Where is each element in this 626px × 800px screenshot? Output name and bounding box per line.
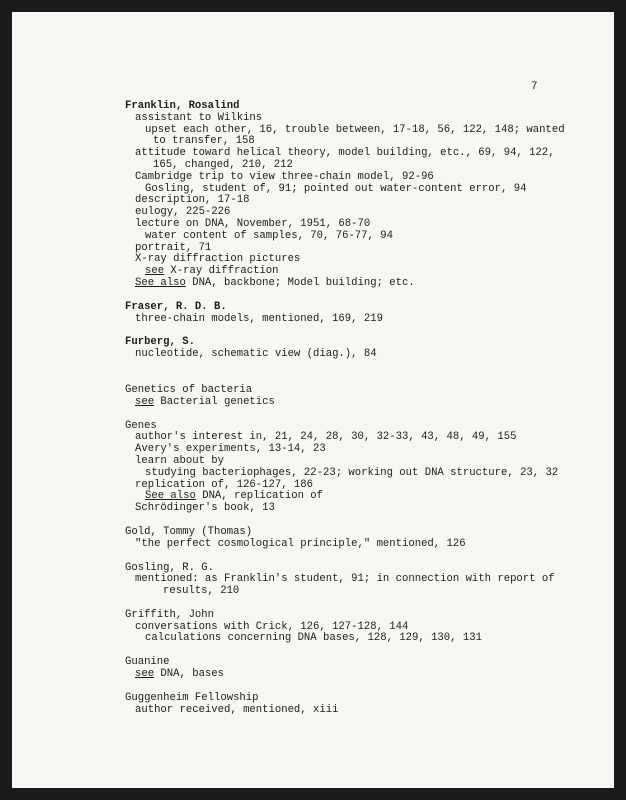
see-also-label: See also <box>145 490 196 503</box>
index-subentry: description, 17-18 <box>135 194 250 207</box>
see-also-label: See also <box>135 276 186 289</box>
index-subentry: calculations concerning DNA bases, 128, 129, 130, 131 <box>145 632 482 645</box>
cross-reference-target: X-ray diffraction <box>164 265 279 278</box>
index-subentry: Schrödinger's book, 13 <box>135 502 275 515</box>
see-label: see <box>145 265 165 278</box>
index-subentry: studying bacteriophages, 22-23; working out DNA structure, 23, 32 <box>145 466 559 479</box>
index-heading-franklin: Franklin, Rosalind <box>125 100 240 112</box>
index-subentry: water content of samples, 70, 76-77, 94 <box>145 229 393 242</box>
index-subentry: eulogy, 225-226 <box>135 206 231 219</box>
index-heading-guggenheim: Guggenheim Fellowship <box>125 691 259 704</box>
cross-reference-target: Bacterial genetics <box>154 395 275 408</box>
typed-index-page <box>12 12 614 788</box>
index-heading-griffith: Griffith, John <box>125 608 215 621</box>
see-label: see <box>135 395 155 408</box>
index-subentry: upset each other, 16, trouble between, 17-18, 56, 122, 148; wanted <box>145 123 565 136</box>
cross-reference-target: DNA, backbone; Model building; etc. <box>185 276 415 289</box>
index-heading-genes: Genes <box>125 419 157 432</box>
index-heading-guanine: Guanine <box>125 656 170 669</box>
cross-reference-target: DNA, replication of <box>195 490 324 503</box>
index-subentry: learn about by <box>135 454 225 467</box>
index-subentry: mentioned: as Franklin's student, 91; in connection with report of <box>135 573 555 586</box>
index-subentry: portrait, 71 <box>135 241 212 254</box>
cross-reference <box>125 669 595 681</box>
index-subentry: X-ray diffraction pictures <box>135 253 301 266</box>
index-subentry-continuation: results, 210 <box>163 585 240 598</box>
see-label: see <box>135 668 155 681</box>
index-subentry: replication of, 126-127, 186 <box>135 478 314 491</box>
index-subentry: conversations with Crick, 126, 127-128, 144 <box>135 620 409 633</box>
index-heading-fraser: Fraser, R. D. B. <box>125 300 227 313</box>
index-subentry: lecture on DNA, November, 1951, 68-70 <box>135 217 371 230</box>
cross-reference <box>125 397 595 409</box>
index-subentry: Gosling, student of, 91; pointed out water-content error, 94 <box>145 182 527 195</box>
index-entries <box>125 101 595 716</box>
index-subentry: nucleotide, schematic view (diag.), 84 <box>135 348 377 361</box>
index-subentry: author received, mentioned, xiii <box>135 703 339 716</box>
index-heading-furberg: Furberg, S. <box>125 336 195 349</box>
cross-reference <box>125 278 595 290</box>
index-heading-genetics: Genetics of bacteria <box>125 383 253 396</box>
index-subentry: "the perfect cosmological principle," mentioned, 126 <box>135 537 466 550</box>
index-heading-gosling: Gosling, R. G. <box>125 561 215 574</box>
cross-reference-target: DNA, bases <box>154 668 225 681</box>
index-heading-gold: Gold, Tommy (Thomas) <box>125 525 253 538</box>
page-number: 7 <box>531 81 538 93</box>
index-subentry: three-chain models, mentioned, 169, 219 <box>135 312 383 325</box>
index-subentry-continuation: 165, changed, 210, 212 <box>153 158 293 171</box>
index-subentry: assistant to Wilkins <box>135 111 263 124</box>
index-subentry: author's interest in, 21, 24, 28, 30, 32-33, 43, 48, 49, 155 <box>135 431 517 444</box>
index-subentry: attitude toward helical theory, model building, etc., 69, 94, 122, <box>135 147 555 160</box>
index-subentry-continuation: to transfer, 158 <box>153 135 255 148</box>
index-subentry: Cambridge trip to view three-chain model, 92-96 <box>135 170 434 183</box>
index-subentry: Avery's experiments, 13-14, 23 <box>135 443 326 456</box>
